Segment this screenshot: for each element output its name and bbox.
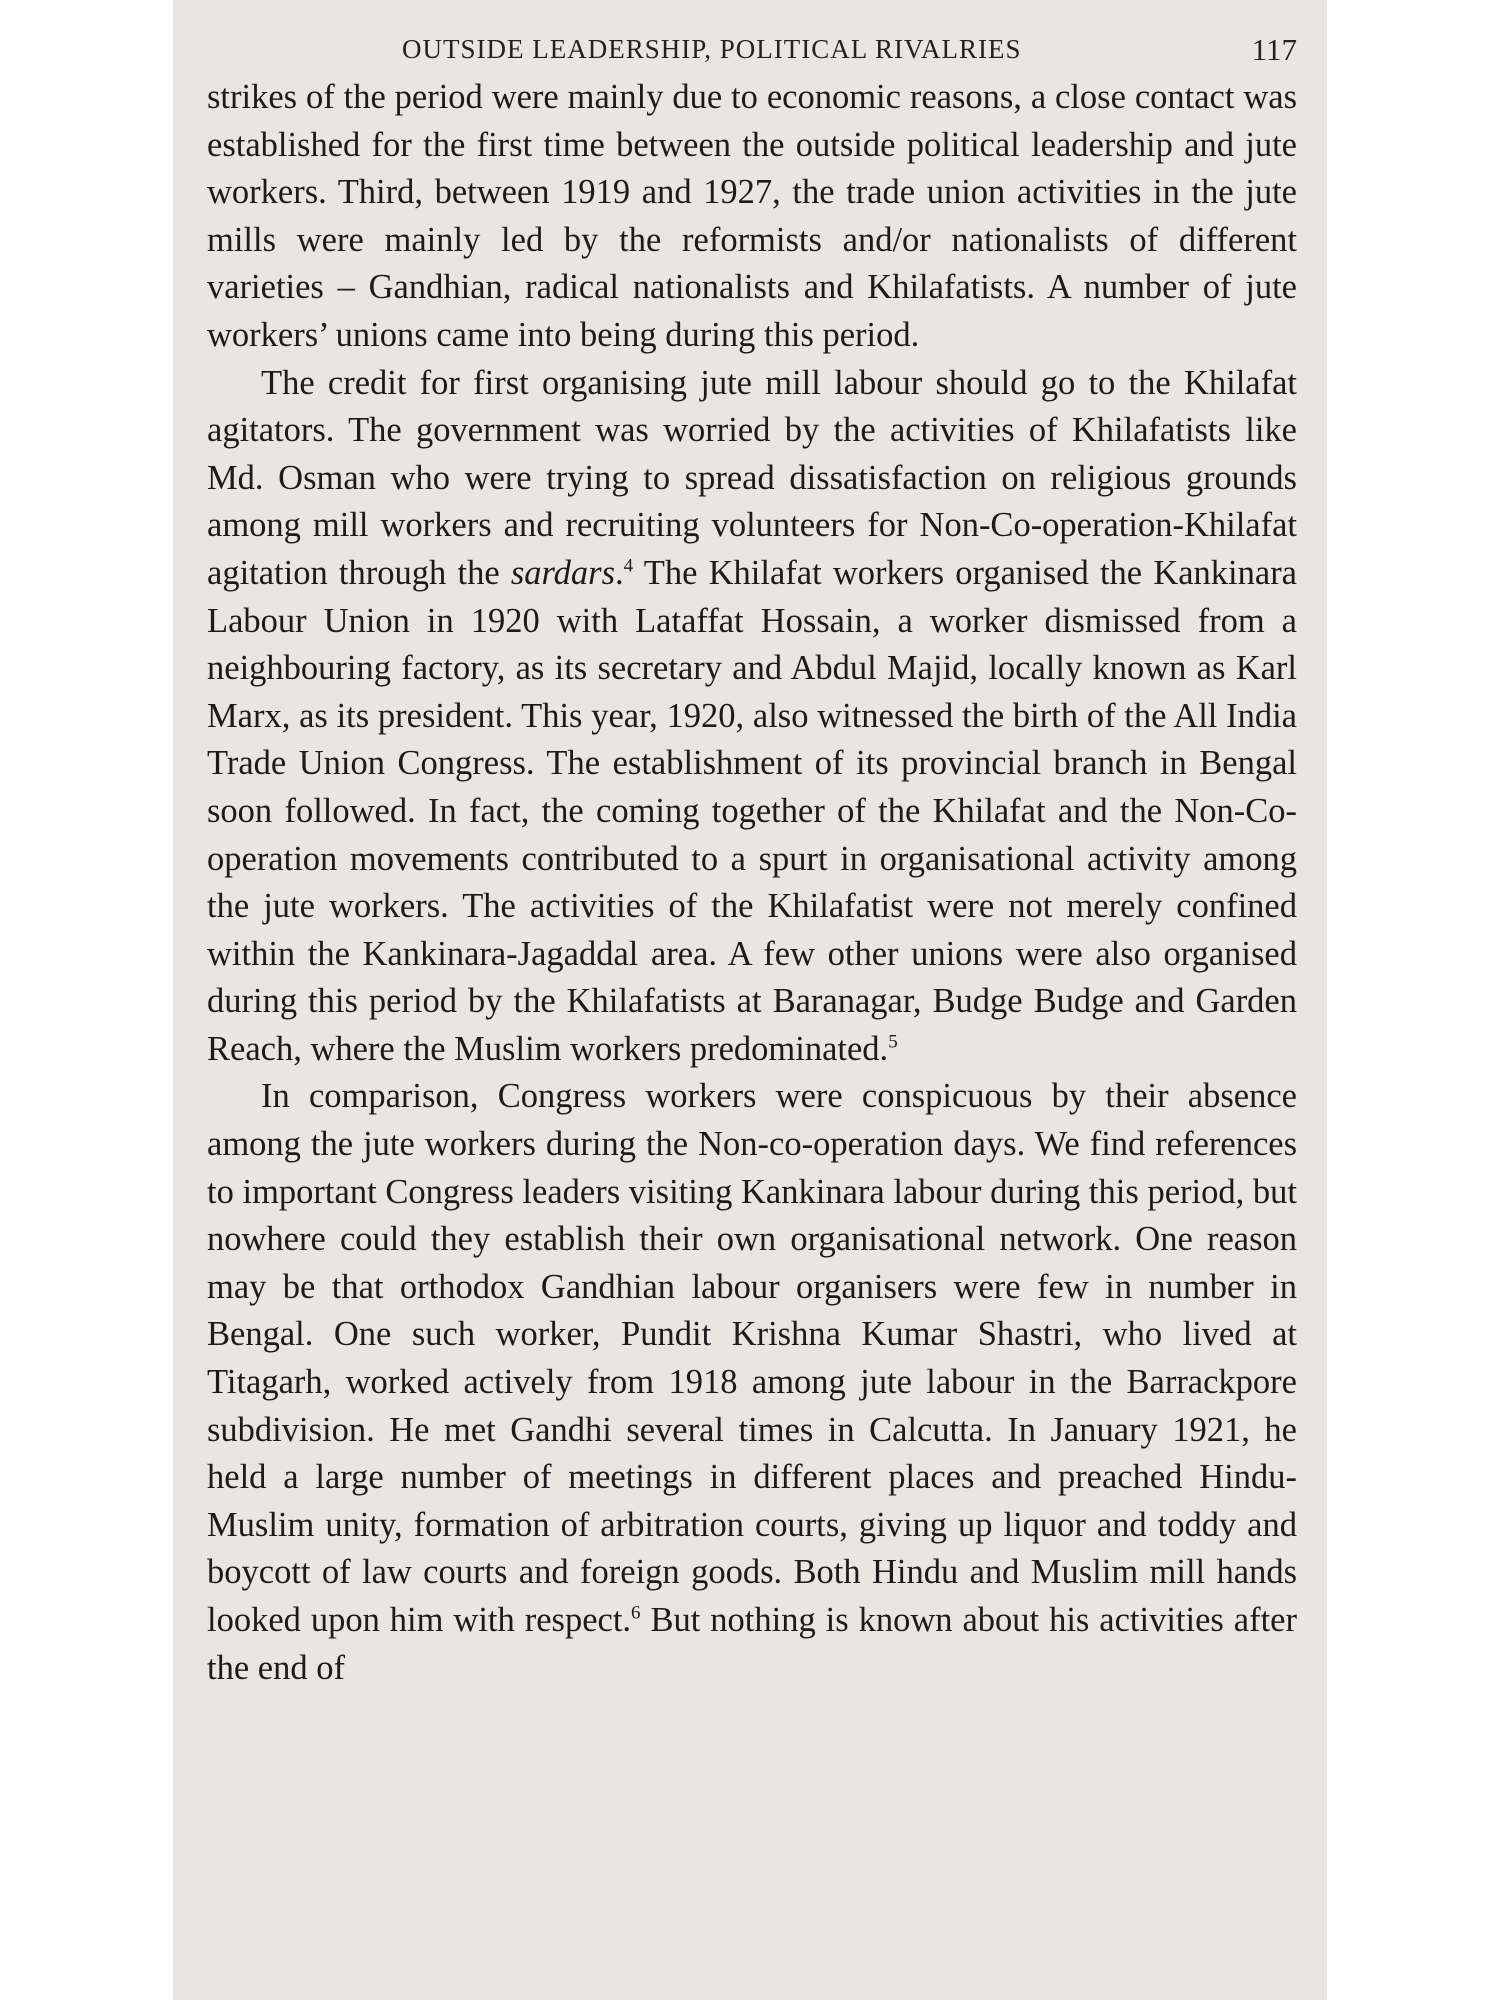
italic-term: sardars <box>510 553 616 592</box>
footnote-ref: 5 <box>888 1031 898 1053</box>
text-run: But nothing is known about his activities after the end of <box>207 1601 1297 1687</box>
running-title: OUTSIDE LEADERSHIP, POLITICAL RIVALRIES <box>402 34 1022 64</box>
book-page <box>173 0 1327 2000</box>
text-run: In comparison, Congress workers were conspicuous by their absence among the jute workers during the Non-co-operation days. We find references to important Congress leaders visiting Kankinara labour during this period, but nowhere could they establish their own organisational network. One reason may be that orthodox Gandhian labour organisers were few in number in Bengal. One such worker, Pundit Krishna Kumar Shastri, who lived at Titagarh, worked actively from 1918 among jute labour in the Barrackpore subdivision. He met Gandhi several times in Calcutta. In January 1921, he held a large number of meetings in different places and preached Hindu-Muslim unity, formation of arbitration courts, giving up liquor and toddy and boycott of law courts and foreign goods. Both Hindu and Muslim mill hands looked upon him with respect. <box>207 1077 1297 1639</box>
text-run: strikes of the period were mainly due to economic reasons, a close contact was established for the first time between the outside political leadership and jute workers. Third, between 1919 and 1927, the trade union activities in the jute mills were mainly led by the reformists and/or nationalists of different varieties – Gandhian, radical nationalists and Khilafatists. A number of jute workers’ unions came into being during this period. <box>207 78 1297 354</box>
text-run: The Khilafat workers organised the Kankinara Labour Union in 1920 with Lataffat Hossain, a worker dismissed from a neighbouring factory, as its secretary and Abdul Majid, locally known as Karl Marx, as its president. This year, 1920, also witnessed the birth of the All India Trade Union Congress. The establishment of its provincial branch in Bengal soon followed. In fact, the coming together of the Khilafat and the Non-Co-operation movements contributed to a spurt in organisational activity among the jute workers. The activities of the Khilafatist were not merely confined within the Kankinara-Jagaddal area. A few other unions were also organised during this period by the Khilafatists at Baranagar, Budge Budge and Garden Reach, where the Muslim workers predominated. <box>207 553 1297 1068</box>
footnote-ref: 6 <box>631 1602 641 1624</box>
text-run: . <box>615 553 624 592</box>
paragraph <box>207 360 1297 1074</box>
body-text <box>207 74 1297 1692</box>
page-number: 117 <box>1251 32 1297 67</box>
text-run: The credit for first organising jute mill labour should go to the Khilafat agitators. The government was worried by the activities of Khilafatists like Md. Osman who were trying to spread dissatisfaction on religious grounds among mill workers and recruiting volunteers for Non-Co-operation-Khilafat agitation through the <box>207 363 1297 592</box>
running-head <box>207 28 1297 74</box>
paragraph <box>207 74 1297 360</box>
footnote-ref: 4 <box>623 555 634 577</box>
paragraph <box>207 1073 1297 1692</box>
